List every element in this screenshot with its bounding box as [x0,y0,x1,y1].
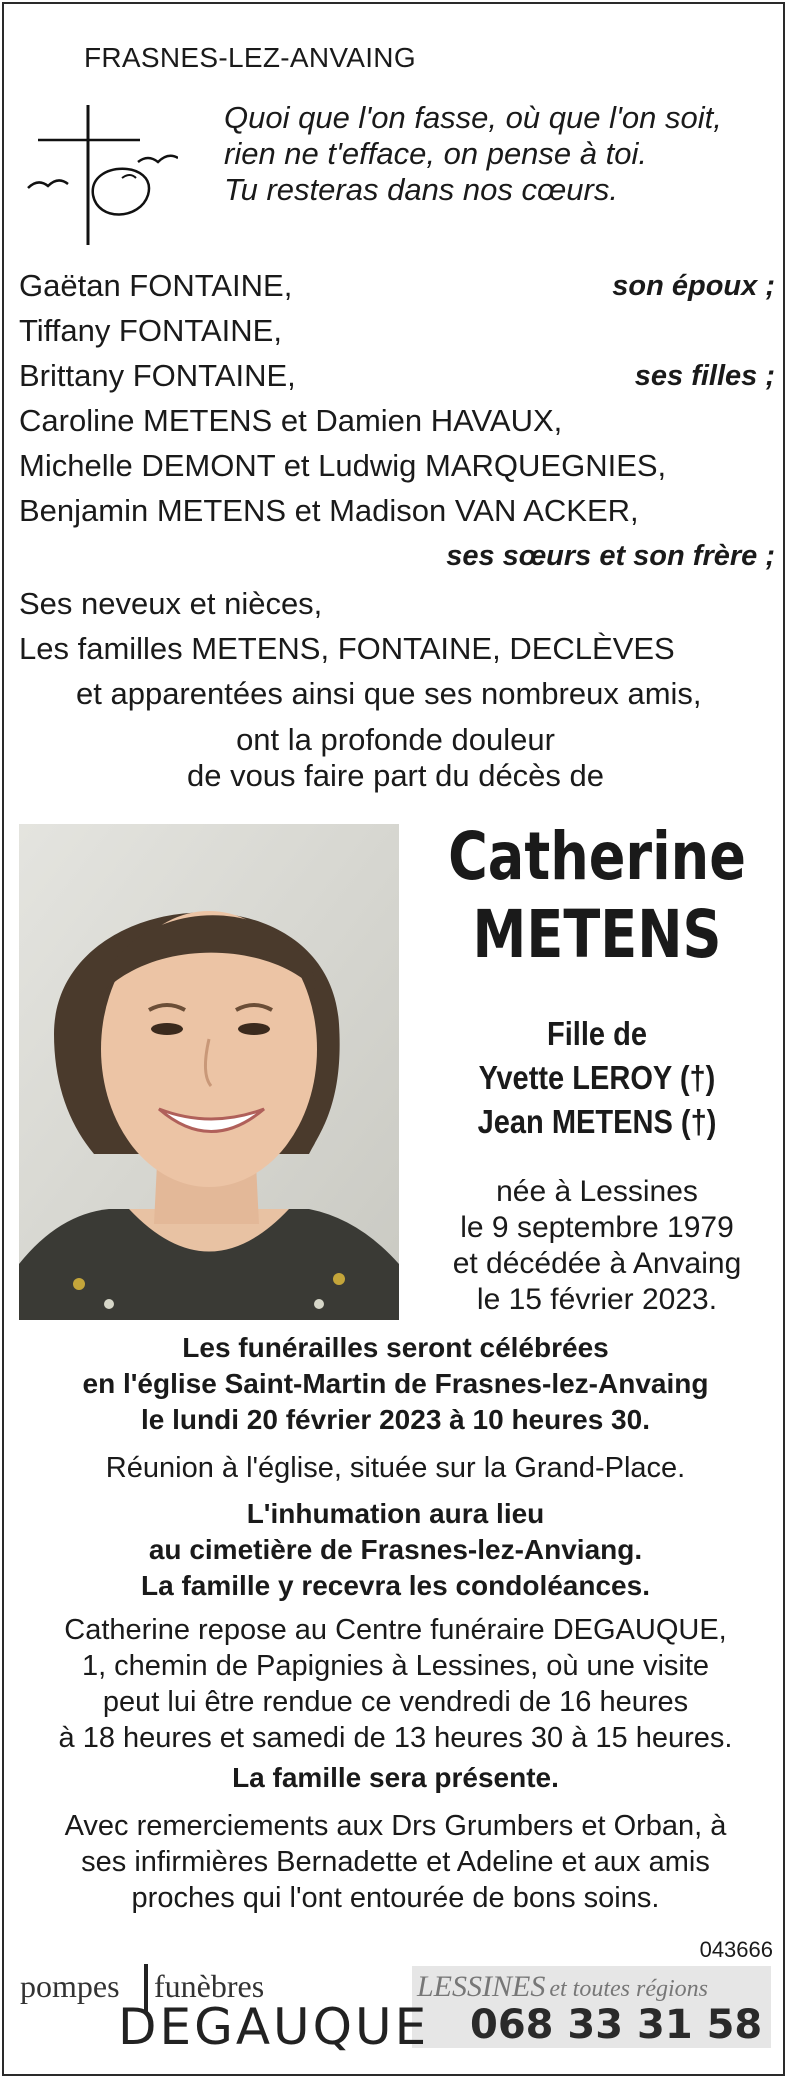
filiation-line: Jean METENS (†) [477,1103,717,1140]
relation-daughters: ses filles ; [634,360,775,392]
funeral-home-banner [20,1966,771,2056]
brand-regions: et toutes régions [549,1976,708,2002]
burial-line: L'inhumation aura lieu [246,1498,545,1529]
brand-name: DEGAUQUE [118,1998,430,2056]
birth-line: née à Lessines [496,1175,698,1208]
cross-and-birds-icon [18,100,178,250]
brand-pompes: pompes [20,1968,120,2004]
deceased-portrait [19,824,399,1320]
location-heading: FRASNES-LEZ-ANVAING [84,42,416,73]
birth-death-details [402,1174,791,1318]
verse-line: Quoi que l'on fasse, où que l'on soit, [224,100,722,135]
thanks-line: Avec remerciements aux Drs Grumbers et Orban, à [64,1810,727,1842]
family-line-sibling: Caroline METENS et Damien HAVAUX, [19,403,563,438]
birth-line: le 15 février 2023. [476,1283,718,1316]
family-line-sibling: Benjamin METENS et Madison VAN ACKER, [19,493,639,528]
family-line-husband: Gaëtan FONTAINE, [19,268,293,303]
birth-line: le 9 septembre 1979 [460,1211,734,1244]
memorial-verse [224,100,722,208]
visit-line: 1, chemin de Papignies à Lessines, où une visite [81,1650,710,1682]
visit-line: La famille sera présente. [232,1762,559,1793]
announcement-line: ont la profonde douleur [236,722,555,757]
relation-siblings: ses sœurs et son frère ; [446,540,775,572]
family-line-daughter: Brittany FONTAINE, [19,358,296,393]
brand-city: LESSINES [417,1970,546,2003]
family-line-relatives: et apparentées ainsi que ses nombreux amis, [76,676,702,711]
visit-line: peut lui être rendue ce vendredi de 16 heures [102,1686,689,1718]
reference-number: 043666 [699,1937,773,1962]
thanks-line: ses infirmières Bernadette et Adeline et aux amis [81,1846,710,1878]
deceased-first-name: Catherine [448,818,746,895]
deceased-last-name: METENS [472,896,722,973]
burial-line: au cimetière de Frasnes-lez-Anviang. [148,1534,643,1565]
visit-line: Catherine repose au Centre funéraire DEGAUQUE, [64,1614,727,1646]
verse-line: Tu resteras dans nos cœurs. [224,172,618,207]
filiation-line: Fille de [546,1015,648,1052]
funeral-line: le lundi 20 février 2023 à 10 heures 30. [141,1404,650,1435]
announcement-line: de vous faire part du décès de [186,758,605,793]
family-line-nephews: Ses neveux et nièces, [19,586,323,621]
family-line-sibling: Michelle DEMONT et Ludwig MARQUEGNIES, [19,448,667,483]
thanks-line: proches qui l'ont entourée de bons soins. [131,1882,660,1914]
brand-locality [417,1970,708,2004]
brand-funebres: funèbres [154,1968,265,2004]
burial-line: La famille y recevra les condoléances. [141,1570,650,1601]
meeting-line: Réunion à l'église, située sur la Grand-Place. [105,1452,686,1484]
phone-number[interactable]: 068 33 31 58 [470,2002,763,2048]
relation-husband: son époux ; [612,270,775,302]
filiation-line: Yvette LEROY (†) [478,1059,716,1096]
family-line-families: Les familles METENS, FONTAINE, DECLÈVES [19,631,675,666]
filiation [425,1012,768,1144]
funeral-line: en l'église Saint-Martin de Frasnes-lez-Anvaing [82,1368,709,1399]
verse-line: rien ne t'efface, on pense à toi. [224,136,647,171]
visit-line: à 18 heures et samedi de 13 heures 30 à 15 heures. [58,1722,733,1754]
funeral-line: Les funérailles seront célébrées [182,1332,609,1363]
birth-line: et décédée à Anvaing [452,1247,742,1280]
family-line-daughter: Tiffany FONTAINE, [19,313,282,348]
